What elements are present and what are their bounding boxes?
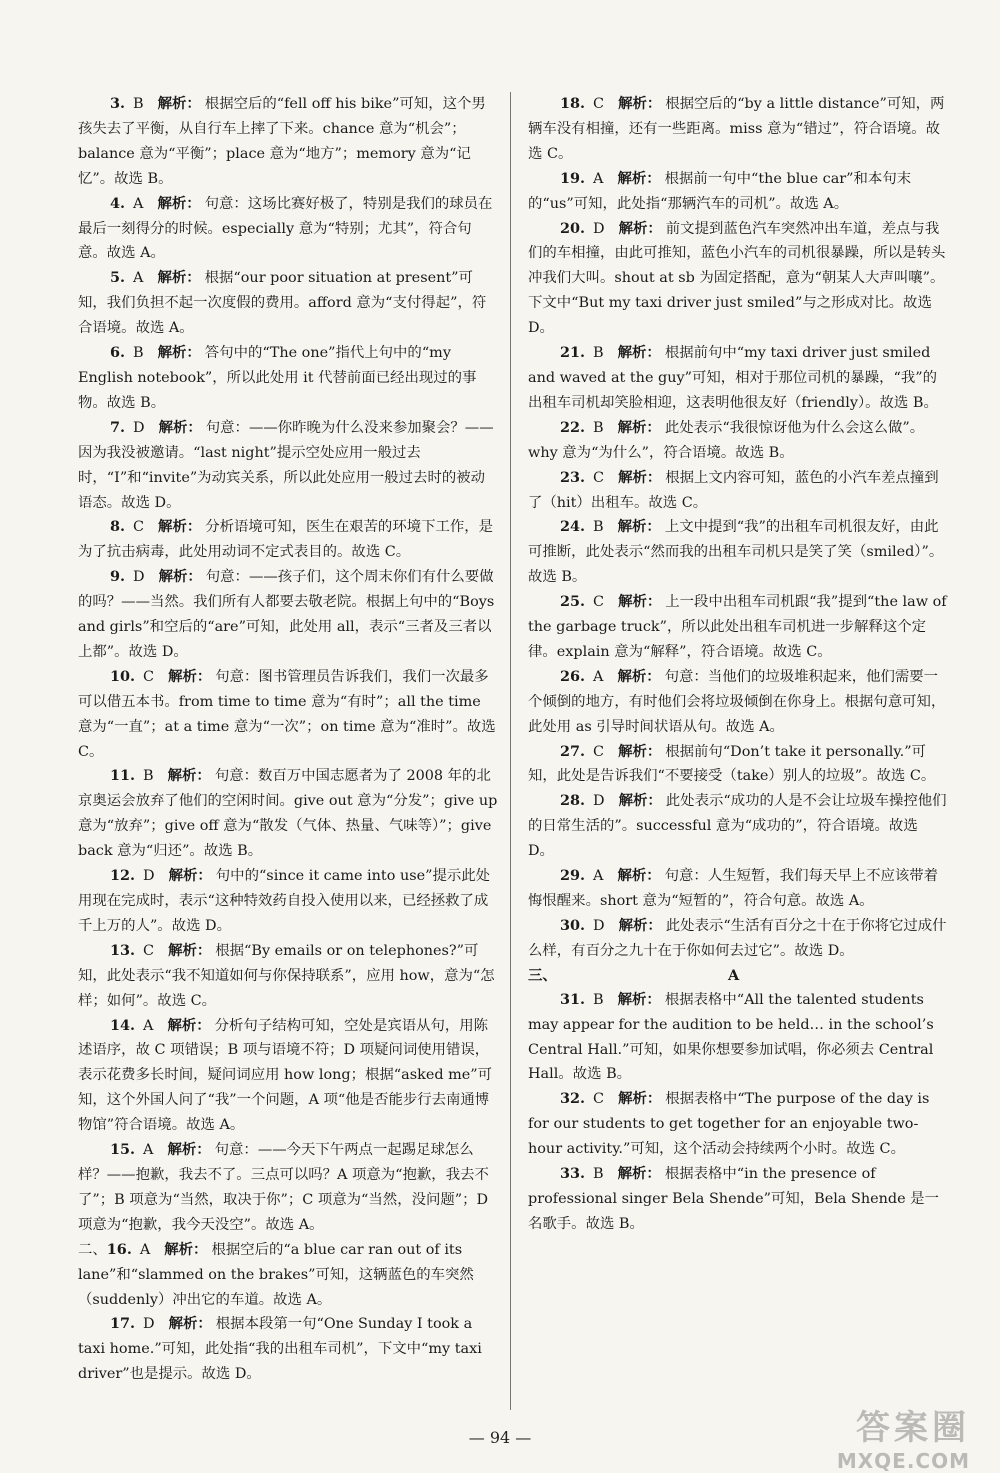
left-column	[78, 92, 498, 1387]
analysis-text: 根据“our poor situation at present”可知，我们负担不起一次度假的费用。afford 意为“支付得起”，符合语境。故选 A。	[78, 270, 487, 337]
analysis-text: 句中的“since it came into use”提示此处用现在完成时，表示“这种特效药自投入使用以来，已经拯救了成千上万的人”。故选 D。	[78, 868, 491, 934]
analysis-tag: 解析：	[157, 194, 201, 212]
answer-letter: B	[593, 419, 604, 436]
answer-letter: B	[593, 519, 604, 536]
answer-item	[78, 939, 498, 1014]
analysis-text: 句意：这场比赛好极了，特别是我们的球员在最后一刻得分的时候。especially 意为“特别；尤其”，符合句意。故选 A。	[78, 195, 493, 262]
right-column	[528, 92, 948, 1237]
analysis-text: 句意：数百万中国志愿者为了 2008 年的北京奥运会放弃了他们的空闲时间。give out 意为“分发”；give up 意为“放弃”；give off 意为“散发（气体、热量、气味等）”；give back 意为“归还”。故选 B。	[78, 768, 498, 860]
answer-item	[528, 590, 948, 665]
analysis-text: 根据空后的“by a little distance”可知，两辆车没有相撞，还有一些距离。miss 意为“错过”，符合语境。故选 C。	[528, 96, 945, 162]
item-number: 12.	[110, 867, 136, 885]
item-number: 28.	[560, 792, 586, 810]
answer-item	[528, 740, 948, 790]
analysis-tag: 解析：	[167, 1141, 211, 1159]
answer-letter: C	[133, 519, 145, 536]
analysis-tag: 解析：	[167, 1016, 211, 1034]
answer-item	[78, 1238, 498, 1313]
answer-letter: B	[593, 991, 604, 1008]
analysis-text: 分析句子结构可知，空处是宾语从句，用陈述语序，故 C 项错误；B 项与语境不符；D 项疑问词使用错误，表示花费多长时间，疑问词应用 how long；根据“asked me”可知，这个外国人问了“我”一个问题，A 项“他是否能步行去南通博物馆”符合语境。故选 A。	[78, 1017, 493, 1134]
item-number: 30.	[560, 916, 586, 934]
answer-item	[78, 1138, 498, 1238]
answer-letter: D	[133, 419, 145, 436]
analysis-tag: 解析：	[618, 742, 662, 760]
watermark-logo: 答案圈	[856, 1408, 970, 1448]
item-number: 20.	[560, 219, 586, 237]
item-number: 17.	[110, 1315, 136, 1333]
analysis-tag: 解析：	[617, 344, 661, 362]
answer-item	[78, 341, 498, 416]
answer-item	[528, 789, 948, 864]
answer-letter: B	[133, 96, 144, 112]
analysis-tag: 解析：	[618, 95, 662, 112]
analysis-tag: 解析：	[167, 767, 211, 785]
analysis-text: 此处表示“生活有百分之十在于你将它过成什么样，有百分之九十在于你如何去过它”。故选 D。	[528, 917, 947, 959]
answer-letter: B	[143, 768, 154, 785]
answer-letter: D	[133, 569, 145, 586]
answer-letter: D	[143, 1316, 155, 1333]
answer-item	[78, 515, 498, 565]
answer-item	[528, 864, 948, 914]
item-number: 11.	[110, 767, 136, 785]
item-number: 9.	[110, 568, 126, 586]
analysis-tag: 解析：	[617, 418, 661, 436]
answer-item	[528, 515, 948, 590]
analysis-text: 根据空后的“fell off his bike”可知，这个男孩失去了平衡，从自行车上摔了下来。chance 意为“机会”；balance 意为“平衡”；place 意为“地方”；memory 意为“记忆”。故选 B。	[78, 96, 486, 187]
answer-item	[78, 192, 498, 267]
analysis-tag: 解析：	[618, 792, 662, 810]
item-number: 22.	[560, 418, 586, 436]
item-number: 19.	[560, 169, 586, 187]
analysis-tag: 解析：	[157, 344, 201, 362]
item-number: 10.	[110, 667, 136, 685]
analysis-tag: 解析：	[618, 468, 662, 486]
answer-letter: A	[133, 195, 144, 212]
item-number: 3.	[110, 95, 126, 112]
answer-item	[528, 1162, 948, 1237]
item-number: 25.	[560, 593, 586, 611]
answer-item	[528, 92, 948, 167]
watermark	[837, 1400, 970, 1473]
answer-letter: A	[593, 668, 604, 685]
section-letter: A	[728, 966, 740, 984]
answer-letter: A	[143, 1142, 154, 1159]
item-number: 15.	[110, 1141, 136, 1159]
item-number: 7.	[110, 418, 126, 436]
answer-item	[528, 167, 948, 217]
analysis-text: 根据前句中“my taxi driver just smiled and waved at the guy”可知，相对于那位司机的暴躁，“我”的出租车司机却笑脸相迎，这表明他很友好（friendly）。故选 B。	[528, 345, 938, 411]
answer-letter: D	[593, 793, 605, 810]
analysis-tag: 解析：	[158, 418, 202, 436]
answer-item	[528, 466, 948, 516]
answer-letter: A	[143, 1017, 154, 1034]
analysis-tag: 解析：	[617, 1165, 661, 1183]
item-number: 32.	[560, 1090, 586, 1108]
answer-letter: A	[593, 170, 604, 187]
analysis-tag: 解析：	[164, 1240, 208, 1258]
item-number: 5.	[110, 269, 126, 287]
answer-item	[78, 665, 498, 765]
answer-item	[528, 416, 948, 466]
analysis-text: 句意：图书管理员告诉我们，我们一次最多可以借五本书。from time to time 意为“有时”；all the time 意为“一直”；at a time 意为“一次”；on time 意为“准时”。故选 C。	[78, 668, 496, 760]
analysis-text: 上文中提到“我”的出租车司机很友好，由此可推断，此处表示“然而我的出租车司机只是笑了笑（smiled）”。故选 B。	[528, 519, 944, 586]
answer-letter: B	[593, 1166, 604, 1183]
analysis-text: 根据表格中“The purpose of the day is for our students to get together for an enjoyable two-hour activity.”可知，这个活动会持续两个小时。故选 C。	[528, 1091, 930, 1158]
analysis-text: 句意：——你昨晚为什么没来参加聚会？——因为我没被邀请。“last night”提示空处应用一般过去时，“I”和“invite”为动宾关系，所以此处应用一般过去时的被动语态。故选 D。	[78, 419, 494, 511]
answer-item	[528, 217, 948, 342]
analysis-text: 句意：当他们的垃圾堆积起来，他们需要一个倾倒的地方，有时他们会将垃圾倾倒在你身上。根据句意可知，此处用 as 引导时间状语从句。故选 A。	[528, 668, 946, 735]
analysis-text: 分析语境可知，医生在艰苦的环境下工作，是为了抗击病毒，此处用动词不定式表目的。故选 C。	[78, 519, 494, 561]
analysis-tag: 解析：	[618, 916, 662, 934]
analysis-text: 根据本段第一句“One Sunday I took a taxi home.”可知，此处指“我的出租车司机”，下文中“my taxi driver”也是提示。故选 D。	[78, 1316, 482, 1383]
analysis-tag: 解析：	[157, 269, 201, 287]
analysis-tag: 解析：	[617, 990, 661, 1008]
item-number: 6.	[110, 344, 126, 362]
item-number: 27.	[560, 742, 586, 760]
section-number: 二、	[78, 1241, 107, 1258]
answer-item	[528, 988, 948, 1088]
answer-letter: D	[593, 917, 605, 934]
analysis-text: 根据表格中“in the presence of professional singer Bela Shende”可知，Bela Shende 是一名歌手。故选 B。	[528, 1166, 939, 1232]
analysis-tag: 解析：	[618, 593, 662, 611]
analysis-tag: 解析：	[618, 219, 662, 237]
answer-letter: C	[593, 1091, 605, 1108]
answer-letter: C	[593, 96, 605, 112]
analysis-text: 根据“By emails or on telephones?”可知，此处表示“我不知道如何与你保持联系”，应用 how，意为“怎样；如何”。故选 C。	[78, 942, 495, 1009]
answer-letter: A	[133, 270, 144, 287]
answer-item	[78, 1312, 498, 1387]
item-number: 29.	[560, 867, 586, 885]
answer-item	[528, 914, 948, 964]
item-number: 13.	[110, 941, 136, 959]
analysis-text: 句意：——孩子们，这个周末你们有什么要做的吗？——当然。我们所有人都要去敬老院。根据上句中的“Boys and girls”和空后的“are”可知，此处用 all，表示“三者及三者以上都”。故选 D。	[78, 569, 495, 660]
analysis-tag: 解析：	[168, 867, 212, 885]
answer-item	[78, 1014, 498, 1139]
analysis-tag: 解析：	[157, 95, 201, 112]
analysis-tag: 解析：	[158, 568, 202, 586]
analysis-text: 前文提到蓝色汽车突然冲出车道，差点与我们的车相撞，由此可推知，蓝色小汽车的司机很暴躁，所以是转头冲我们大叫。shout at sb 为固定搭配，意为“朝某人大声叫嚷”。下文中“But my taxi driver just smiled”与之形成对比。故选 D。	[528, 220, 946, 337]
item-number: 14.	[110, 1016, 136, 1034]
answer-letter: B	[133, 345, 144, 362]
item-number: 24.	[560, 518, 586, 536]
answer-item	[78, 764, 498, 864]
item-number: 23.	[560, 468, 586, 486]
section-heading	[528, 964, 948, 988]
answer-letter: D	[143, 868, 155, 885]
answer-letter: C	[143, 668, 155, 685]
analysis-tag: 解析：	[158, 518, 202, 536]
answer-item	[78, 266, 498, 341]
item-number: 21.	[560, 344, 586, 362]
analysis-tag: 解析：	[168, 667, 212, 685]
analysis-tag: 解析：	[617, 169, 661, 187]
analysis-text: 此处表示“我很惊讶他为什么会这么做”。why 意为“为什么”，符合语境。故选 B。	[528, 419, 925, 461]
watermark-site: MXQE.COM	[836, 1449, 970, 1473]
analysis-text: 上一段中出租车司机跟“我”提到“the law of the garbage truck”，所以此处出租车司机进一步解释这个定律。explain 意为“解释”，符合语境。故选 C。	[528, 594, 947, 660]
item-number: 26.	[560, 667, 586, 685]
answer-letter: B	[593, 345, 604, 362]
answer-letter: C	[593, 469, 605, 486]
answer-letter: C	[593, 743, 605, 760]
section-number: 三、	[528, 966, 557, 984]
page-number: — 94 —	[468, 1428, 532, 1447]
analysis-text: 根据表格中“All the talented students may appear for the audition to be held… in the school’s Central Hall.”可知，如果你想要参加试唱，你必须去 Central Hall。故选 B。	[528, 991, 934, 1083]
answer-letter: C	[143, 942, 155, 959]
analysis-tag: 解析：	[617, 518, 661, 536]
answer-item	[528, 341, 948, 416]
analysis-tag: 解析：	[617, 667, 661, 685]
analysis-text: 此处表示“成功的人是不会让垃圾车操控他们的日常生活的”。successful 意为“成功的”，符合语境。故选 D。	[528, 793, 947, 860]
analysis-tag: 解析：	[168, 1315, 212, 1333]
item-number: 18.	[560, 95, 586, 112]
answer-item	[78, 416, 498, 516]
answer-item	[528, 1087, 948, 1162]
answer-letter: A	[593, 868, 604, 885]
item-number: 31.	[560, 990, 586, 1008]
item-number: 4.	[110, 194, 126, 212]
analysis-tag: 解析：	[617, 867, 661, 885]
column-divider	[510, 92, 511, 1410]
answer-letter: C	[593, 594, 605, 611]
answer-item	[78, 565, 498, 665]
answer-item	[78, 92, 498, 192]
analysis-tag: 解析：	[168, 941, 212, 959]
analysis-text: 根据前句“Don’t take it personally.”可知，此处是告诉我们“不要接受（take）别人的垃圾”。故选 C。	[528, 743, 936, 785]
item-number: 8.	[110, 518, 126, 536]
analysis-text: 根据前一句中“the blue car”和本句末的“us”可知，此处指“那辆汽车的司机”。故选 A。	[528, 170, 912, 212]
answer-item	[528, 665, 948, 740]
analysis-text: 根据空后的“a blue car ran out of its lane”和“slammed on the brakes”可知，这辆蓝色的车突然（suddenly）冲出它的车道。故选 A。	[78, 1241, 474, 1308]
item-number: 16.	[106, 1240, 132, 1258]
answer-letter: D	[593, 220, 605, 237]
analysis-tag: 解析：	[618, 1090, 662, 1108]
item-number: 33.	[560, 1165, 586, 1183]
answer-item	[78, 864, 498, 939]
analysis-text: 答句中的“The one”指代上句中的“my English notebook”，所以此处用 it 代替前面已经出现过的事物。故选 B。	[78, 345, 477, 411]
answer-letter: A	[139, 1241, 151, 1258]
analysis-text: 句意：人生短暂，我们每天早上不应该带着悔恨醒来。short 意为“短暂的”，符合句意。故选 A。	[528, 868, 939, 909]
analysis-text: 句意：——今天下午两点一起踢足球怎么样？——抱歉，我去不了。三点可以吗？A 项意为“抱歉，我去不了”；B 项意为“当然，取决于你”；C 项意为“当然，没问题”；D 项意为“抱歉，我今天没空”。故选 A。	[78, 1142, 489, 1233]
analysis-text: 根据上文内容可知，蓝色的小汽车差点撞到了（hit）出租车。故选 C。	[528, 469, 939, 511]
